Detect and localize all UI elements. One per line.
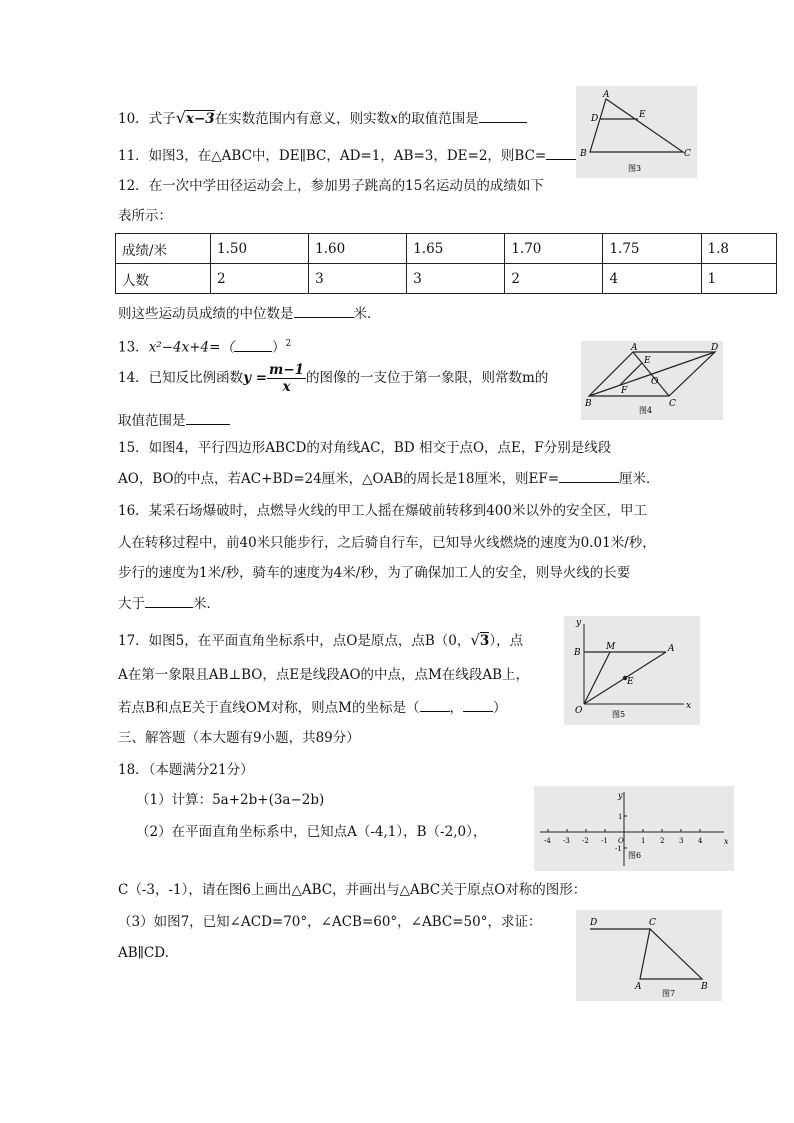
question-18-part1: （1）计算：5a+2b+(3a−2b) — [136, 792, 325, 808]
question-17-line2: A在第一象限且AB⊥BO，点E是线段AO的中点，点M在线段AB上， — [118, 667, 530, 683]
fraction: $\frac{m-1}{x}$ — [269, 362, 305, 395]
question-12-answer: 则这些运动员成绩的中位数是 米． — [118, 303, 381, 324]
label-e: E — [639, 110, 646, 120]
number-axes-diagram — [534, 786, 734, 871]
tick-label: -4 — [544, 837, 551, 845]
tick-label: 1 — [641, 837, 646, 845]
triangle-abc — [640, 929, 702, 979]
caption: 图7 — [662, 989, 676, 998]
question-16-line1: 16．某采石场爆破时，点燃导火线的甲工人摇在爆破前转移到400米以外的安全区，甲工 — [118, 503, 647, 519]
tick-label: 1 — [618, 813, 623, 821]
table-row — [116, 264, 777, 294]
table-cell: 1.65 — [407, 234, 505, 264]
table-cell: 1.70 — [505, 234, 603, 264]
question-17-line3: 若点B和点E关于直线OM对称，则点M的坐标是（ ， ） — [118, 697, 507, 718]
triangle-diagram — [576, 86, 697, 178]
question-12-line2: 表所示： — [118, 208, 172, 224]
tick-label: 2 — [660, 837, 665, 845]
coordinate-diagram — [564, 616, 700, 725]
figure-5 — [564, 616, 700, 725]
table-cell: 1.8 — [701, 234, 776, 264]
figure-3 — [576, 86, 697, 178]
caption: 图4 — [639, 406, 653, 415]
label-a: A — [603, 90, 610, 100]
label-c: C — [649, 918, 656, 928]
label-c: C — [669, 399, 676, 409]
question-12-line1: 12．在一次中学田径运动会上，参加男子跳高的15名运动员的成绩如下 — [118, 178, 544, 194]
label-e: E — [627, 677, 634, 687]
question-16-line4: 大于 米． — [118, 593, 220, 614]
question-14-line2: 取值范围是 — [118, 410, 230, 431]
score-table — [115, 233, 777, 294]
label-f: F — [621, 386, 628, 396]
question-18-part3b: AB∥CD. — [118, 945, 169, 961]
table-cell: 4 — [603, 264, 701, 294]
label-d: D — [711, 343, 719, 353]
caption: 图3 — [628, 164, 642, 173]
table-row — [116, 234, 777, 264]
label-a: A — [668, 644, 675, 654]
label-x: x — [686, 701, 692, 711]
label-e: E — [644, 356, 651, 366]
answer-blank[interactable] — [559, 468, 619, 483]
label-o: O — [575, 706, 583, 716]
tick-label: 3 — [679, 837, 684, 845]
tick-label: O — [618, 837, 624, 845]
answer-blank[interactable] — [463, 697, 493, 712]
label-x: x — [724, 837, 729, 846]
label-o: O — [651, 377, 659, 387]
question-13: 13．x²−4x+4=（ ）$^2$ — [118, 334, 291, 358]
question-18-part3: （3）如图7，已知∠ACD=70°，∠ACB=60°，∠ABC=50°，求证： — [118, 914, 542, 930]
table-cell: 成绩/米 — [116, 234, 211, 264]
table-cell: 3 — [407, 264, 505, 294]
label-a: A — [635, 982, 642, 992]
figure-4 — [581, 341, 723, 420]
label-b: B — [585, 399, 592, 409]
figure-6 — [534, 786, 734, 871]
table-cell: 1.50 — [211, 234, 309, 264]
tick-label: -3 — [563, 837, 570, 845]
label-d: D — [590, 918, 598, 928]
question-18-part2: （2）在平面直角坐标系中，已知点A（-4,1），B（-2,0）， — [136, 824, 487, 840]
tick-label: -1 — [615, 845, 622, 853]
question-18-head: 18．（本题满分21分） — [118, 762, 254, 778]
label-b: B — [580, 149, 587, 159]
section-title: 三、解答题（本大题有9小题，共89分） — [118, 730, 360, 746]
diagonal-bd — [589, 352, 715, 396]
label-b: B — [574, 648, 581, 658]
table-cell: 2 — [211, 264, 309, 294]
label-c: C — [684, 149, 691, 159]
table-cell: 2 — [505, 264, 603, 294]
answer-blank[interactable] — [479, 108, 527, 123]
question-17-line1: 17．如图5，在平面直角坐标系中，点O是原点，点B（0，√3），点 — [118, 631, 524, 649]
label-a: A — [631, 343, 638, 353]
question-14: 14．已知反比例函数y = $\frac{m-1}{x}$ 的图像的一支位于第一象限，则常数m的 — [118, 362, 549, 395]
tick-label: 4 — [698, 837, 703, 845]
question-10: 10．式子√x−3在实数范围内有意义，则实数x的取值范围是 — [118, 108, 527, 129]
answer-blank[interactable] — [234, 337, 272, 352]
answer-blank[interactable] — [294, 303, 354, 318]
tick-label: -1 — [601, 837, 608, 845]
parallelogram-diagram — [581, 341, 723, 420]
table-cell: 3 — [309, 264, 407, 294]
label-y: y — [576, 618, 582, 628]
table-cell: 1 — [701, 264, 776, 294]
caption: 图5 — [612, 710, 626, 719]
triangle-parallel-diagram — [576, 910, 722, 1001]
table-cell: 人数 — [116, 264, 211, 294]
question-11: 11．如图3，在△ABC中，DE∥BC，AD=1，AB=3，DE=2，则BC= — [118, 145, 594, 166]
answer-blank[interactable] — [145, 593, 193, 608]
question-15-line1: 15．如图4，平行四边形ABCD的对角线AC，BD 相交于点O，点E，F分别是线段 — [118, 440, 612, 456]
label-d: D — [591, 114, 599, 124]
triangle-abc — [590, 99, 683, 152]
label-b: B — [701, 982, 708, 992]
answer-blank[interactable] — [420, 697, 450, 712]
table-cell: 1.75 — [603, 234, 701, 264]
question-15-line2: AO，BO的中点，若AC+BD=24厘米，△OAB的周长是18厘米，则EF= 厘米． — [118, 468, 660, 489]
table-cell: 1.60 — [309, 234, 407, 264]
radicand: x−3 — [185, 111, 215, 127]
question-18-part2b: C（-3，-1），请在图6上画出△ABC，并画出与△ABC关于原点O对称的图形： — [118, 882, 587, 898]
caption: 图6 — [628, 851, 642, 860]
question-16-line3: 步行的速度为1米/秒，骑车的速度为4米/秒，为了确保加工人的安全，则导火线的长要 — [118, 565, 631, 581]
label-m: M — [606, 642, 616, 652]
figure-7 — [576, 910, 722, 1001]
answer-blank[interactable] — [186, 410, 230, 425]
tick-label: -2 — [582, 837, 589, 845]
question-16-line2: 人在转移过程中，前40米只能步行，之后骑自行车，已知导火线燃烧的速度为0.01米/秒， — [118, 535, 656, 551]
label-y: y — [618, 791, 623, 800]
